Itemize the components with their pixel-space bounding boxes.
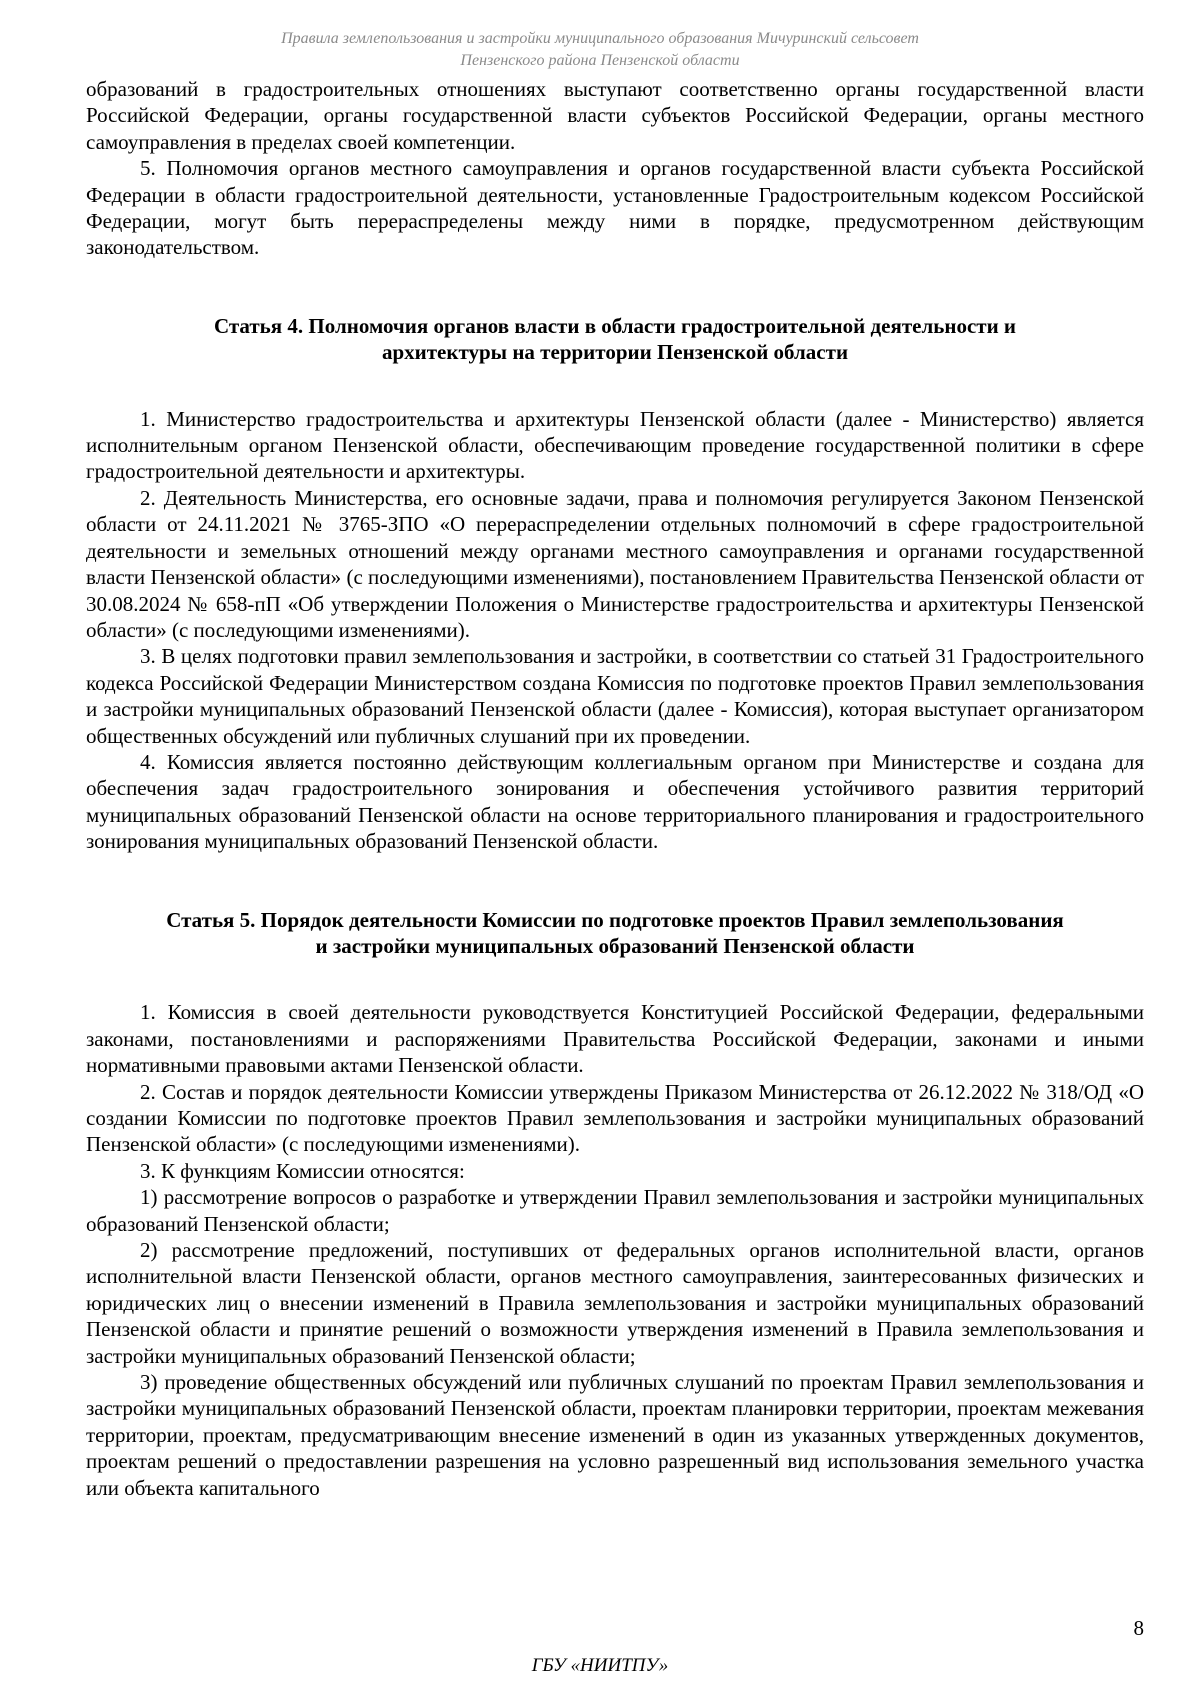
article-5-title-line-2: и застройки муниципальных образований Пензенской области <box>315 933 915 958</box>
paragraph: 2. Деятельность Министерства, его основные задачи, права и полномочия регулируется Законом Пензенской области от 24.11.2021 № 3765-ЗПО «О перераспределении отдельных полномочий в сфере градостроительной деятельности и земельных отношений между органами местного самоуправления и органами государственной власти Пензенской области» (с последующими изменениями), постановлением Правительства Пензенской области от 30.08.2024 № 658-пП «Об утверждении Положения о Министерстве градостроительства и архитектуры Пензенской области» (с последующими изменениями). <box>86 485 1144 642</box>
list-item: 3) проведение общественных обсуждений или публичных слушаний по проектам Правил землепользования и застройки муниципальных образований Пензенской области, проектам планировки территории, проектам межевания территории, проектам, предусматривающим внесение изменений в один из указанных утвержденных документов, проектам решений о предоставлении разрешения на условно разрешенный вид использования земельного участка или объекта капитального <box>86 1370 1144 1500</box>
spacer <box>86 366 1144 406</box>
list-item: 1) рассмотрение вопросов о разработке и утверждении Правил землепользования и застройки муниципальных образований Пензенской области; <box>86 1185 1144 1236</box>
paragraph: 3. В целях подготовки правил землепользования и застройки, в соответствии со статьей 31 Градостроительного кодекса Российской Федерации Министерством создана Комиссия по подготовке проектов Правил землепользования и застройки муниципальных образований Пензенской области (далее - Комиссия), которая выступает организатором общественных обсуждений или публичных слушаний при их проведении. <box>86 644 1144 748</box>
page-number: 8 <box>1133 1616 1144 1640</box>
paragraph: образований в градостроительных отношениях выступают соответственно органы государственной власти Российской Федерации, органы государственной власти субъектов Российской Федерации, органы местного самоуправления в пределах своей компетенции. <box>86 77 1144 154</box>
paragraph: 1. Комиссия в своей деятельности руководствуется Конституцией Российской Федерации, федеральными законами, постановлениями и распоряжениями Правительства Российской Федерации, законами и иными нормативными правовыми актами Пензенской области. <box>86 1000 1144 1078</box>
paragraph: 4. Комиссия является постоянно действующим коллегиальным органом при Министерстве и создана для обеспечения задач градостроительного зонирования и обеспечения устойчивого развития территорий муниципальных образований Пензенской области на основе территориального планирования и градостроительного зонирования муниципальных образований Пензенской области. <box>86 749 1144 854</box>
paragraph: 2. Состав и порядок деятельности Комиссии утверждены Приказом Министерства от 26.12.2022 № 318/ОД «О создании Комиссии по подготовке проектов Правил землепользования и застройки муниципальных образований Пензенской области» (с последующими изменениями). <box>86 1079 1144 1157</box>
list-item: 2) рассмотрение предложений, поступивших от федеральных органов исполнительной власти, органов исполнительной власти Пензенской области, органов местного самоуправления, заинтересованных физических и юридических лиц о внесении изменений в Правила землепользования и застройки муниципальных образований Пензенской области и принятие решений о возможности утверждения изменений в Правила землепользования и застройки муниципальных образований Пензенской области; <box>86 1238 1144 1368</box>
spacer <box>86 959 1144 999</box>
running-footer: ГБУ «НИИТПУ» <box>531 1655 669 1676</box>
paragraph: 3. К функциям Комиссии относятся: <box>140 1158 465 1183</box>
article-4-title-line-2: архитектуры на территории Пензенской области <box>381 340 849 365</box>
article-5-title-line-1: Статья 5. Порядок деятельности Комиссии по подготовке проектов Правил землепользования <box>166 907 1064 932</box>
paragraph: 1. Министерство градостроительства и архитектуры Пензенской области (далее - Министерство) является исполнительным органом Пензенской области, обеспечивающим проведение государственной политики в сфере градостроительной деятельности и архитектуры. <box>86 406 1144 484</box>
article-4-title-line-1: Статья 4. Полномочия органов власти в области градостроительной деятельности и <box>213 313 1017 338</box>
spacer <box>86 261 1144 313</box>
document-body <box>86 76 1144 1501</box>
paragraph: 5. Полномочия органов местного самоуправления и органов государственной власти субъекта Российской Федерации в области градостроительной деятельности, установленные Градостроительным кодексом Российской Федерации, могут быть перераспределены между ними в порядке, предусмотренном действующим законодательством. <box>86 156 1144 260</box>
spacer <box>86 855 1144 907</box>
running-header <box>0 28 1200 72</box>
running-header-line-1: Правила землепользования и застройки муниципального образования Мичуринский сельсовет <box>281 30 919 47</box>
running-header-line-2: Пензенского района Пензенской области <box>460 52 740 69</box>
